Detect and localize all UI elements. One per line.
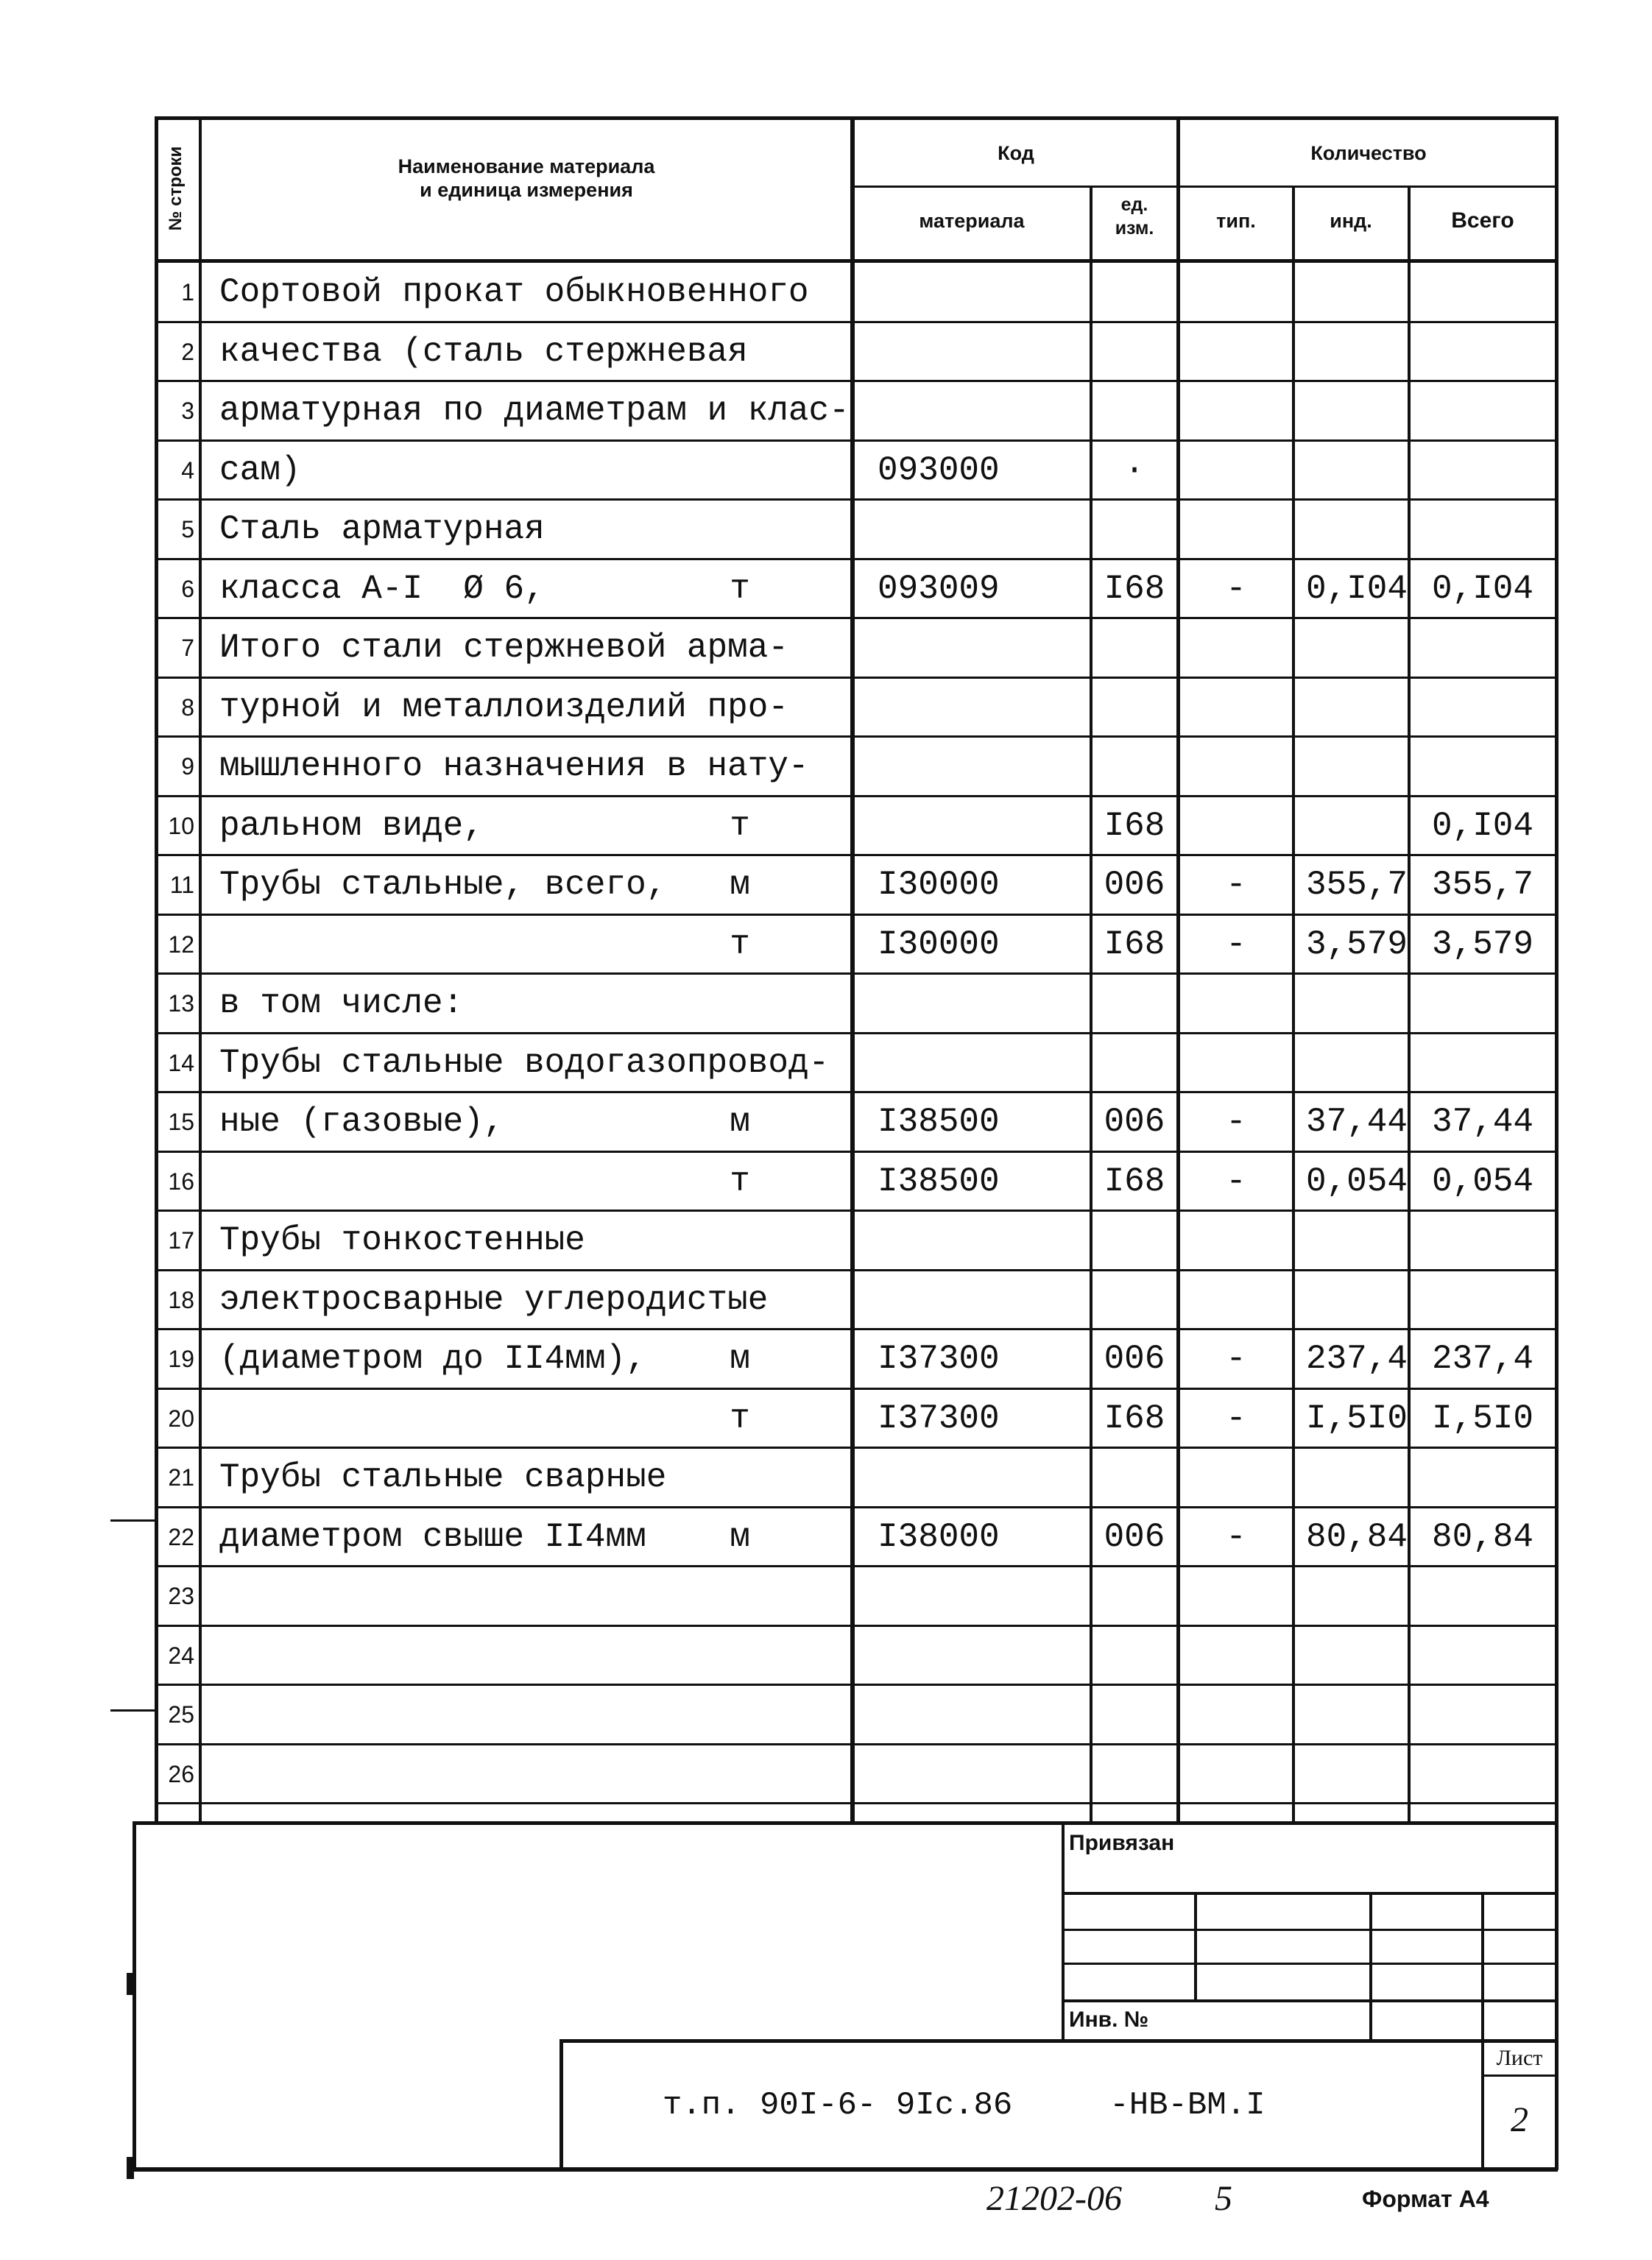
cell-typ: -: [1226, 1518, 1246, 1556]
cell-unit: [707, 618, 773, 677]
cell-ed: [1092, 678, 1176, 737]
cell-ind: [1294, 1745, 1408, 1804]
cell-n: 20: [168, 1405, 194, 1432]
cell-ind: [1294, 1626, 1408, 1685]
cell-typ: -: [1226, 1340, 1246, 1378]
cell-typ: [1179, 441, 1293, 500]
cell-code: [878, 1034, 1084, 1092]
cell-unit: м: [730, 1340, 750, 1378]
cell-name: в том числе:: [219, 984, 464, 1023]
cell-total: 355,7: [1431, 866, 1534, 904]
cell-ed: [1092, 1448, 1176, 1507]
cell-code: I30000: [878, 866, 1000, 904]
cell-code: [878, 1271, 1084, 1329]
cell-name: ральном виде,: [219, 807, 484, 845]
cell-unit: [707, 1448, 773, 1507]
cell-typ: -: [1226, 1103, 1246, 1141]
cell-unit: [707, 974, 773, 1033]
attached-label: Привязан: [1069, 1831, 1175, 1855]
cell-unit: т: [730, 1162, 750, 1201]
cell-name: [219, 1389, 735, 1448]
cell-code: [878, 1567, 1084, 1625]
cell-ed: [1092, 1626, 1176, 1685]
cell-unit: [707, 1034, 773, 1092]
cell-name: [219, 1152, 735, 1211]
cell-typ: [1179, 1271, 1293, 1329]
cell-n: 11: [169, 872, 194, 898]
cell-typ: [1179, 1567, 1293, 1625]
cell-n: 24: [168, 1642, 194, 1669]
cell-typ: [1179, 974, 1293, 1033]
cell-ed: I68: [1104, 925, 1165, 964]
cell-name: качества (сталь стержневая: [219, 333, 748, 371]
sheet-label: Лист: [1496, 2046, 1543, 2070]
cell-name: Трубы тонкостенные: [219, 1221, 585, 1260]
cell-ind: [1294, 1685, 1408, 1744]
cell-ed: [1092, 381, 1176, 440]
cell-typ: [1179, 1211, 1293, 1270]
cell-total: 37,44: [1431, 1103, 1534, 1141]
cell-ind: [1294, 381, 1408, 440]
cell-ind: [1294, 974, 1408, 1033]
cell-name: турной и металлоизделий про-: [219, 688, 788, 727]
cell-ed: [1092, 1685, 1176, 1744]
cell-ind: [1294, 1448, 1408, 1507]
cell-ed: [1092, 618, 1176, 677]
cell-total: 0,054: [1431, 1162, 1534, 1201]
sheet-number: 2: [1511, 2100, 1528, 2139]
cell-n: 12: [168, 931, 194, 958]
cell-ind: I,5I0: [1305, 1399, 1408, 1438]
cell-n: 19: [168, 1346, 194, 1372]
cell-unit: [707, 1271, 773, 1329]
cell-unit: [707, 1745, 773, 1804]
cell-ind: [1294, 1271, 1408, 1329]
cell-unit: [707, 381, 773, 440]
cell-n: 1: [181, 279, 194, 306]
cell-typ: -: [1226, 570, 1246, 608]
quantity-typ-header: тип.: [1216, 210, 1256, 232]
cell-typ: -: [1226, 1162, 1246, 1201]
cell-code: [878, 797, 1084, 855]
cell-n: 14: [168, 1050, 194, 1076]
cell-code: [878, 1685, 1084, 1744]
cell-name: (диаметром до II4мм),: [219, 1340, 646, 1378]
cell-ed: ·: [1124, 451, 1145, 490]
code-group-header: Код: [998, 142, 1034, 164]
cell-name: класса А-I Ø 6,: [219, 570, 545, 608]
cell-total: [1411, 1034, 1555, 1092]
cell-ind: [1294, 500, 1408, 559]
cell-code: I37300: [878, 1399, 1000, 1438]
cell-ed: 006: [1104, 1103, 1165, 1141]
cell-typ: [1179, 737, 1293, 796]
quantity-group-header: Количество: [1310, 142, 1427, 164]
cell-ed: I68: [1104, 1162, 1165, 1201]
cell-code: [878, 381, 1084, 440]
cell-total: [1411, 441, 1555, 500]
cell-n: 9: [181, 753, 194, 780]
cell-total: [1411, 1685, 1555, 1744]
cell-ind: 237,4: [1305, 1340, 1408, 1378]
cell-total: [1411, 974, 1555, 1033]
cell-code: I38500: [878, 1162, 1000, 1201]
cell-typ: [1179, 797, 1293, 855]
cell-total: 237,4: [1431, 1340, 1534, 1378]
inventory-number-label: Инв. №: [1069, 2007, 1149, 2032]
cell-name: арматурная по диаметрам и клас-: [219, 392, 850, 430]
cell-total: [1411, 322, 1555, 381]
cell-name: Трубы стальные сварные: [219, 1458, 667, 1497]
cell-ind: 3,579: [1305, 925, 1408, 964]
cell-ind: [1294, 797, 1408, 855]
cell-ed: [1092, 1745, 1176, 1804]
quantity-total-header: Всего: [1451, 208, 1514, 233]
cell-total: [1411, 1211, 1555, 1270]
cell-name: Трубы стальные, всего,: [219, 866, 667, 904]
cell-name: [219, 1745, 735, 1804]
cell-total: [1411, 737, 1555, 796]
row-number-header: № строки: [166, 146, 186, 231]
cell-total: 3,579: [1431, 925, 1534, 964]
cell-n: 18: [168, 1287, 194, 1313]
cell-total: 0,I04: [1431, 570, 1534, 608]
cell-code: 093009: [878, 570, 1000, 608]
cell-total: [1411, 1448, 1555, 1507]
cell-code: 093000: [878, 451, 1000, 490]
cell-total: [1411, 618, 1555, 677]
cell-ed: [1092, 1271, 1176, 1329]
cell-total: [1411, 500, 1555, 559]
cell-ed: I68: [1104, 570, 1165, 608]
cell-n: 4: [181, 457, 194, 484]
cell-name: [219, 1685, 735, 1744]
cell-n: 2: [181, 339, 194, 365]
page-number: 5: [1215, 2179, 1232, 2218]
cell-name: электросварные углеродистые: [219, 1281, 769, 1319]
cell-total: [1411, 1271, 1555, 1329]
cell-unit: [707, 322, 773, 381]
cell-typ: -: [1226, 1399, 1246, 1438]
cell-n: 16: [168, 1168, 194, 1195]
cell-total: [1411, 1626, 1555, 1685]
cell-unit: м: [730, 866, 750, 904]
cell-n: 25: [168, 1701, 194, 1728]
cell-code: [878, 1626, 1084, 1685]
cell-n: 13: [168, 990, 194, 1017]
cell-n: 21: [168, 1464, 194, 1491]
cell-ed: I68: [1104, 807, 1165, 845]
cell-code: I30000: [878, 925, 1000, 964]
cell-code: I38500: [878, 1103, 1000, 1141]
cell-n: 3: [181, 398, 194, 424]
cell-n: 17: [168, 1227, 194, 1254]
cell-name: сам): [219, 451, 301, 490]
cell-ind: 37,44: [1305, 1103, 1408, 1141]
cell-unit: [707, 263, 773, 322]
cell-ind: [1294, 1567, 1408, 1625]
cell-n: 15: [168, 1109, 194, 1135]
cell-ed: [1092, 263, 1176, 322]
cell-ind: [1294, 441, 1408, 500]
cell-unit: т: [730, 570, 750, 608]
cell-code: [878, 1745, 1084, 1804]
cell-n: 6: [181, 576, 194, 602]
cell-typ: -: [1226, 925, 1246, 964]
cell-ind: [1294, 618, 1408, 677]
cell-ind: [1294, 737, 1408, 796]
cell-typ: [1179, 1626, 1293, 1685]
cell-ed: 006: [1104, 1340, 1165, 1378]
cell-n: 8: [181, 694, 194, 721]
document-designation: т.п. 90I-6- 9Iс.86 -НВ-ВМ.I: [663, 2087, 1266, 2124]
cell-typ: [1179, 381, 1293, 440]
cell-typ: [1179, 322, 1293, 381]
code-material-header: материала: [919, 210, 1025, 232]
cell-total: [1411, 1567, 1555, 1625]
cell-code: [878, 678, 1084, 737]
cell-name: Итого стали стержневой арма-: [219, 629, 788, 667]
cell-code: [878, 618, 1084, 677]
cell-unit: т: [730, 925, 750, 964]
cell-n: 23: [168, 1583, 194, 1609]
cell-ind: [1294, 1211, 1408, 1270]
cell-name: диаметром свыше II4мм: [219, 1518, 646, 1556]
cell-typ: -: [1226, 866, 1246, 904]
cell-total: 80,84: [1431, 1518, 1534, 1556]
cell-name: Трубы стальные водогазопровод-: [219, 1044, 830, 1082]
cell-unit: т: [730, 807, 750, 845]
material-name-header: Наименование материала и единица измерения: [398, 155, 655, 201]
cell-ed: [1092, 1034, 1176, 1092]
cell-code: [878, 1211, 1084, 1270]
cell-total: [1411, 263, 1555, 322]
cell-typ: [1179, 1745, 1293, 1804]
cell-ed: I68: [1104, 1399, 1165, 1438]
cell-name: Сталь арматурная: [219, 510, 545, 548]
cell-name: мышленного назначения в нату-: [219, 747, 809, 785]
cell-ind: [1294, 1034, 1408, 1092]
cell-typ: [1179, 618, 1293, 677]
cell-code: [878, 500, 1084, 559]
document-number: 21202-06: [986, 2179, 1122, 2218]
cell-n: 22: [168, 1524, 194, 1550]
cell-ed: [1092, 1567, 1176, 1625]
cell-n: 7: [181, 635, 194, 661]
cell-ind: [1294, 263, 1408, 322]
cell-name: [219, 1567, 735, 1625]
cell-typ: [1179, 678, 1293, 737]
cell-ind: [1294, 322, 1408, 381]
cell-ed: [1092, 974, 1176, 1033]
cell-ed: [1092, 500, 1176, 559]
cell-typ: [1179, 1034, 1293, 1092]
cell-ind: 0,I04: [1305, 570, 1408, 608]
cell-unit: [707, 1626, 773, 1685]
code-unit-header: ед. изм.: [1115, 194, 1154, 239]
cell-total: [1411, 1745, 1555, 1804]
cell-unit: [707, 1685, 773, 1744]
cell-unit: м: [730, 1103, 750, 1141]
cell-unit: [707, 500, 773, 559]
cell-code: [878, 1448, 1084, 1507]
cell-code: I37300: [878, 1340, 1000, 1378]
cell-total: 0,I04: [1431, 807, 1534, 845]
cell-unit: [707, 737, 773, 796]
cell-code: [878, 322, 1084, 381]
cell-total: I,5I0: [1431, 1399, 1534, 1438]
cell-code: I38000: [878, 1518, 1000, 1556]
cell-code: [878, 263, 1084, 322]
cell-name: [219, 915, 735, 974]
cell-ind: [1294, 678, 1408, 737]
cell-name: Сортовой прокат обыкновенного: [219, 273, 809, 311]
cell-ind: 80,84: [1305, 1518, 1408, 1556]
cell-ed: [1092, 737, 1176, 796]
cell-total: [1411, 678, 1555, 737]
cell-ind: 355,7: [1305, 866, 1408, 904]
cell-unit: т: [730, 1399, 750, 1438]
cell-typ: [1179, 500, 1293, 559]
cell-unit: [707, 441, 773, 500]
cell-code: [878, 974, 1084, 1033]
cell-ed: 006: [1104, 866, 1165, 904]
cell-name: ные (газовые),: [219, 1103, 504, 1141]
cell-unit: м: [730, 1518, 750, 1556]
cell-ind: 0,054: [1305, 1162, 1408, 1201]
cell-typ: [1179, 1448, 1293, 1507]
cell-ed: [1092, 1211, 1176, 1270]
format-label: Формат А4: [1362, 2186, 1489, 2212]
cell-n: 26: [168, 1761, 194, 1787]
cell-name: [219, 1626, 735, 1685]
cell-unit: [707, 1211, 773, 1270]
cell-n: 5: [181, 516, 194, 543]
cell-code: [878, 737, 1084, 796]
cell-n: 10: [168, 813, 194, 839]
cell-typ: [1179, 1685, 1293, 1744]
quantity-ind-header: инд.: [1330, 210, 1372, 232]
cell-total: [1411, 381, 1555, 440]
cell-unit: [707, 1567, 773, 1625]
cell-unit: [707, 678, 773, 737]
cell-ed: 006: [1104, 1518, 1165, 1556]
cell-ed: [1092, 322, 1176, 381]
cell-typ: [1179, 263, 1293, 322]
